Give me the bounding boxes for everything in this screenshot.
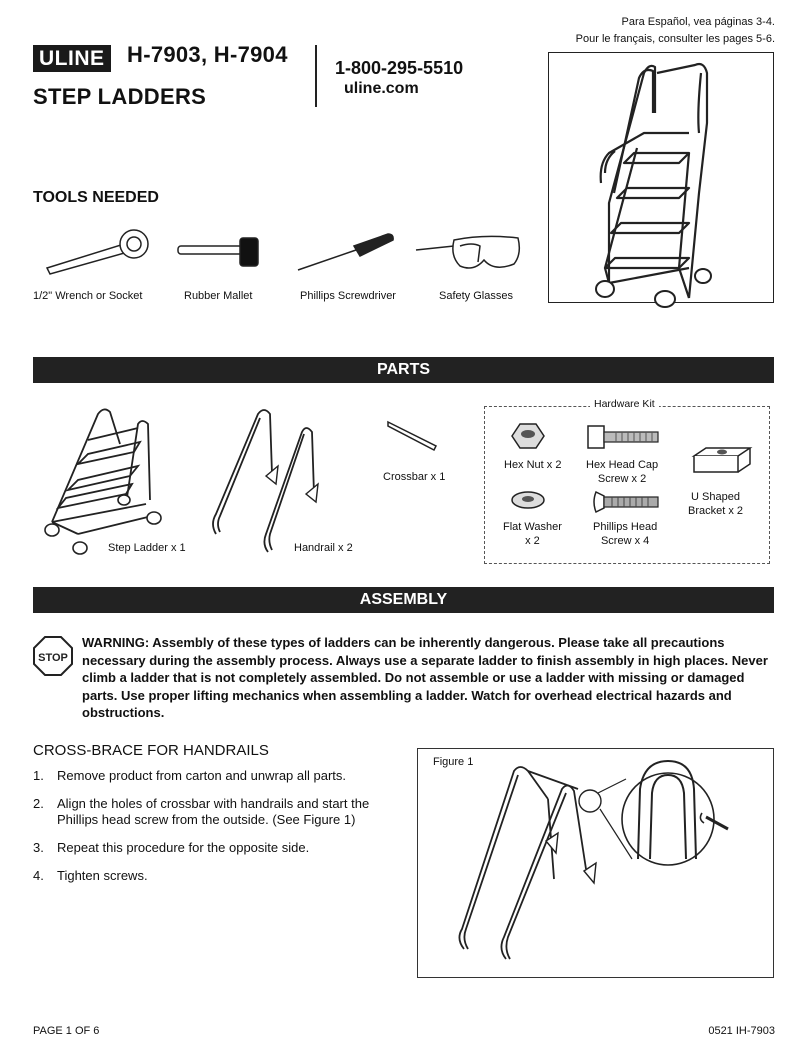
cross-brace-title: CROSS-BRACE FOR HANDRAILS — [33, 742, 269, 759]
tool-label-glasses: Safety Glasses — [439, 290, 513, 302]
screwdriver-icon — [296, 232, 396, 274]
step-ladder-label: Step Ladder x 1 — [108, 542, 186, 554]
warning-text: WARNING: Assembly of these types of ladders can be inherently dangerous. Please take all precautions necessary during the assembly process. Always use a separate ladder to finish assembly in high places. Never climb a ladder that is not completely assembled. Do not assemble or use a ladder with missing or damaged parts. Use proper lifting mechanics when assembling a ladder. Watch for overhead electrical hazards and obstructions. — [82, 635, 768, 720]
figure-1-illustration — [418, 749, 775, 979]
model-numbers: H-7903, H-7904 — [127, 42, 288, 67]
step-item — [33, 768, 393, 784]
hex-nut-label: Hex Nut x 2 — [504, 459, 562, 471]
crossbar-label: Crossbar x 1 — [383, 471, 446, 483]
flat-washer-label — [503, 520, 562, 548]
uline-logo: ULINE — [33, 45, 111, 72]
spanish-note: Para Español, vea páginas 3-4. — [621, 16, 775, 28]
step-item — [33, 840, 393, 856]
step-number: 2. — [33, 796, 44, 811]
handrail-label: Handrail x 2 — [294, 542, 353, 554]
safety-glasses-icon — [414, 232, 524, 276]
flat-washer-label-line1: Flat Washer — [503, 521, 562, 533]
phillips-screw-label — [593, 520, 657, 548]
phillips-screw-icon — [592, 490, 662, 514]
flat-washer-icon — [510, 490, 546, 510]
page-number: PAGE 1 OF 6 — [33, 1025, 100, 1037]
hardware-kit-title: Hardware Kit — [590, 398, 659, 410]
step-text: Remove product from carton and unwrap all parts. — [57, 768, 347, 783]
stop-sign-icon — [33, 636, 73, 676]
hex-cap-screw-label — [586, 458, 658, 486]
hero-ladder-image — [548, 52, 774, 303]
phillips-screw-label-line1: Phillips Head — [593, 521, 658, 533]
website: uline.com — [344, 80, 419, 97]
handrail-part-image — [206, 404, 316, 556]
wrench-icon — [44, 226, 154, 276]
step-number: 4. — [33, 868, 44, 883]
page-title: STEP LADDERS — [33, 84, 207, 109]
hex-cap-screw-label-line2: Screw x 2 — [597, 473, 647, 485]
u-bracket-label — [688, 490, 743, 518]
french-note: Pour le français, consulter les pages 5-6. — [575, 33, 775, 45]
flat-washer-label-line2: x 2 — [525, 535, 540, 547]
step-item — [33, 868, 393, 884]
step-ladder-part-image — [38, 404, 168, 556]
u-bracket-icon — [692, 446, 752, 476]
tool-label-screwdriver: Phillips Screwdriver — [300, 290, 396, 302]
crossbar-part-image — [386, 418, 440, 452]
step-number: 3. — [33, 840, 44, 855]
hex-nut-icon — [508, 420, 548, 454]
step-text: Tighten screws. — [57, 868, 148, 883]
step-text: Repeat this procedure for the opposite side. — [57, 840, 310, 855]
stop-sign-text: STOP — [38, 652, 68, 664]
phillips-screw-label-line2: Screw x 4 — [600, 535, 650, 547]
header-divider — [315, 45, 317, 107]
step-number: 1. — [33, 768, 44, 783]
figure-1 — [417, 748, 774, 978]
step-text: Align the holes of crossbar with handrails and start the Phillips head screw from the outside. (See Figure 1) — [57, 796, 370, 827]
tools-heading: TOOLS NEEDED — [33, 189, 159, 206]
tool-label-wrench: 1/2" Wrench or Socket — [33, 290, 143, 302]
figure-1-label: Figure 1 — [433, 756, 474, 768]
step-ladder-illustration — [549, 53, 775, 304]
step-item — [33, 796, 393, 828]
assembly-steps — [33, 768, 393, 896]
hex-cap-screw-icon — [586, 424, 662, 452]
mallet-icon — [176, 236, 266, 270]
u-bracket-label-line2: Bracket x 2 — [688, 505, 744, 517]
phone-number: 1-800-295-5510 — [335, 58, 464, 78]
document-code: 0521 IH-7903 — [708, 1025, 775, 1037]
hex-cap-screw-label-line1: Hex Head Cap — [586, 459, 659, 471]
parts-heading: PARTS — [33, 357, 774, 383]
u-bracket-label-line1: U Shaped — [691, 491, 740, 503]
assembly-heading: ASSEMBLY — [33, 587, 774, 613]
tool-label-mallet: Rubber Mallet — [184, 290, 253, 302]
